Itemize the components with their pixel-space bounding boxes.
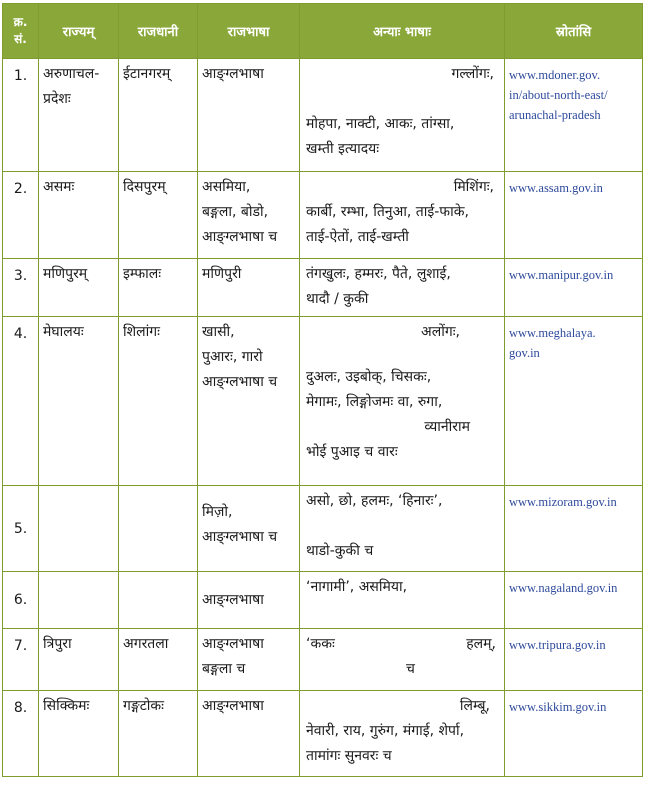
row-serial-number: 7. — [3, 629, 39, 691]
row-other-languages: अलोंगः, दुअलः, उइबोक्, चिसकः, मेगामः, लिङ्गोजमः वा, रुगा, व्यानीराम भोई पुआइ च वारः — [300, 317, 505, 486]
row-capital: अगरतला — [119, 629, 198, 691]
row-official-language: आङ्ग्लभाषा — [198, 691, 300, 777]
header-serial-number: क्र. सं. — [3, 4, 39, 59]
row-state: मणिपुरम् — [39, 259, 119, 317]
row-state: मेघालयः — [39, 317, 119, 486]
row-official-language: असमिया, बङ्गला, बोडो, आङ्ग्लभाषा च — [198, 172, 300, 259]
row-serial-number: 8. — [3, 691, 39, 777]
header-row — [3, 4, 643, 59]
header-source: स्रोतांसि — [505, 4, 643, 59]
row-source-link[interactable]: www.assam.gov.in — [505, 172, 643, 259]
row-capital: इम्फालः — [119, 259, 198, 317]
row-source-link[interactable]: www.mizoram.gov.in — [505, 486, 643, 572]
table-row — [3, 486, 643, 572]
states-table-wrapper — [2, 3, 643, 777]
row-state: सिक्किमः — [39, 691, 119, 777]
row-capital: गङ्गटोकः — [119, 691, 198, 777]
row-state: असमः — [39, 172, 119, 259]
row-capital — [119, 486, 198, 572]
table-row — [3, 259, 643, 317]
row-other-languages: लिम्बू, नेवारी, राय, गुरुंग, मंगाई, शेर्पा, तामांगः सुनवरः च — [300, 691, 505, 777]
row-capital — [119, 572, 198, 629]
row-source-link[interactable]: www.nagaland.gov.in — [505, 572, 643, 629]
row-state — [39, 572, 119, 629]
row-serial-number: 4. — [3, 317, 39, 486]
row-source-link[interactable]: www.mdoner.gov. in/about-north-east/ arunachal-pradesh — [505, 59, 643, 172]
header-other-languages: अन्याः भाषाः — [300, 4, 505, 59]
row-official-language: आङ्ग्लभाषा — [198, 572, 300, 629]
row-serial-number: 2. — [3, 172, 39, 259]
row-other-languages: गल्लोंगः, मोहपा, नाक्टी, आकः, तांग्सा, खम्ती इत्यादयः — [300, 59, 505, 172]
table-row — [3, 172, 643, 259]
row-serial-number: 3. — [3, 259, 39, 317]
row-state — [39, 486, 119, 572]
header-capital: राजधानी — [119, 4, 198, 59]
row-capital: ईटानगरम् — [119, 59, 198, 172]
row-serial-number: 6. — [3, 572, 39, 629]
row-other-languages: तंगखुलः, हम्मरः, पैते, लुशाई, थादौ / कुकी — [300, 259, 505, 317]
header-state: राज्यम् — [39, 4, 119, 59]
row-official-language: मिज़ो, आङ्ग्लभाषा च — [198, 486, 300, 572]
row-source-link[interactable]: www.meghalaya. gov.in — [505, 317, 643, 486]
table-row — [3, 572, 643, 629]
row-state: त्रिपुरा — [39, 629, 119, 691]
row-serial-number: 1. — [3, 59, 39, 172]
row-state: अरुणाचल- प्रदेशः — [39, 59, 119, 172]
table-row — [3, 317, 643, 486]
row-capital: दिसपुरम् — [119, 172, 198, 259]
row-source-link[interactable]: www.manipur.gov.in — [505, 259, 643, 317]
northeast-states-table — [2, 3, 643, 777]
header-official-language: राजभाषा — [198, 4, 300, 59]
row-capital: शिलांगः — [119, 317, 198, 486]
row-source-link[interactable]: www.sikkim.gov.in — [505, 691, 643, 777]
row-official-language: आङ्ग्लभाषा — [198, 59, 300, 172]
table-row — [3, 59, 643, 172]
table-row — [3, 629, 643, 691]
row-official-language: आङ्ग्लभाषा बङ्गला च — [198, 629, 300, 691]
row-source-link[interactable]: www.tripura.gov.in — [505, 629, 643, 691]
row-official-language: खासी, पुआरः, गारो आङ्ग्लभाषा च — [198, 317, 300, 486]
row-other-languages: असो, छो, हलमः, ‘हिनारः’, थाडो-कुकी च — [300, 486, 505, 572]
row-official-language: मणिपुरी — [198, 259, 300, 317]
table-row — [3, 691, 643, 777]
row-serial-number: 5. — [3, 486, 39, 572]
row-other-languages: मिशिंगः, कार्बी, रम्भा, तिनुआ, ताई-फाके, ताई-ऐतों, ताई-खम्ती — [300, 172, 505, 259]
row-other-languages: ‘नागामी’, असमिया, — [300, 572, 505, 629]
row-other-languages: ‘ककः हलम्, च — [300, 629, 505, 691]
